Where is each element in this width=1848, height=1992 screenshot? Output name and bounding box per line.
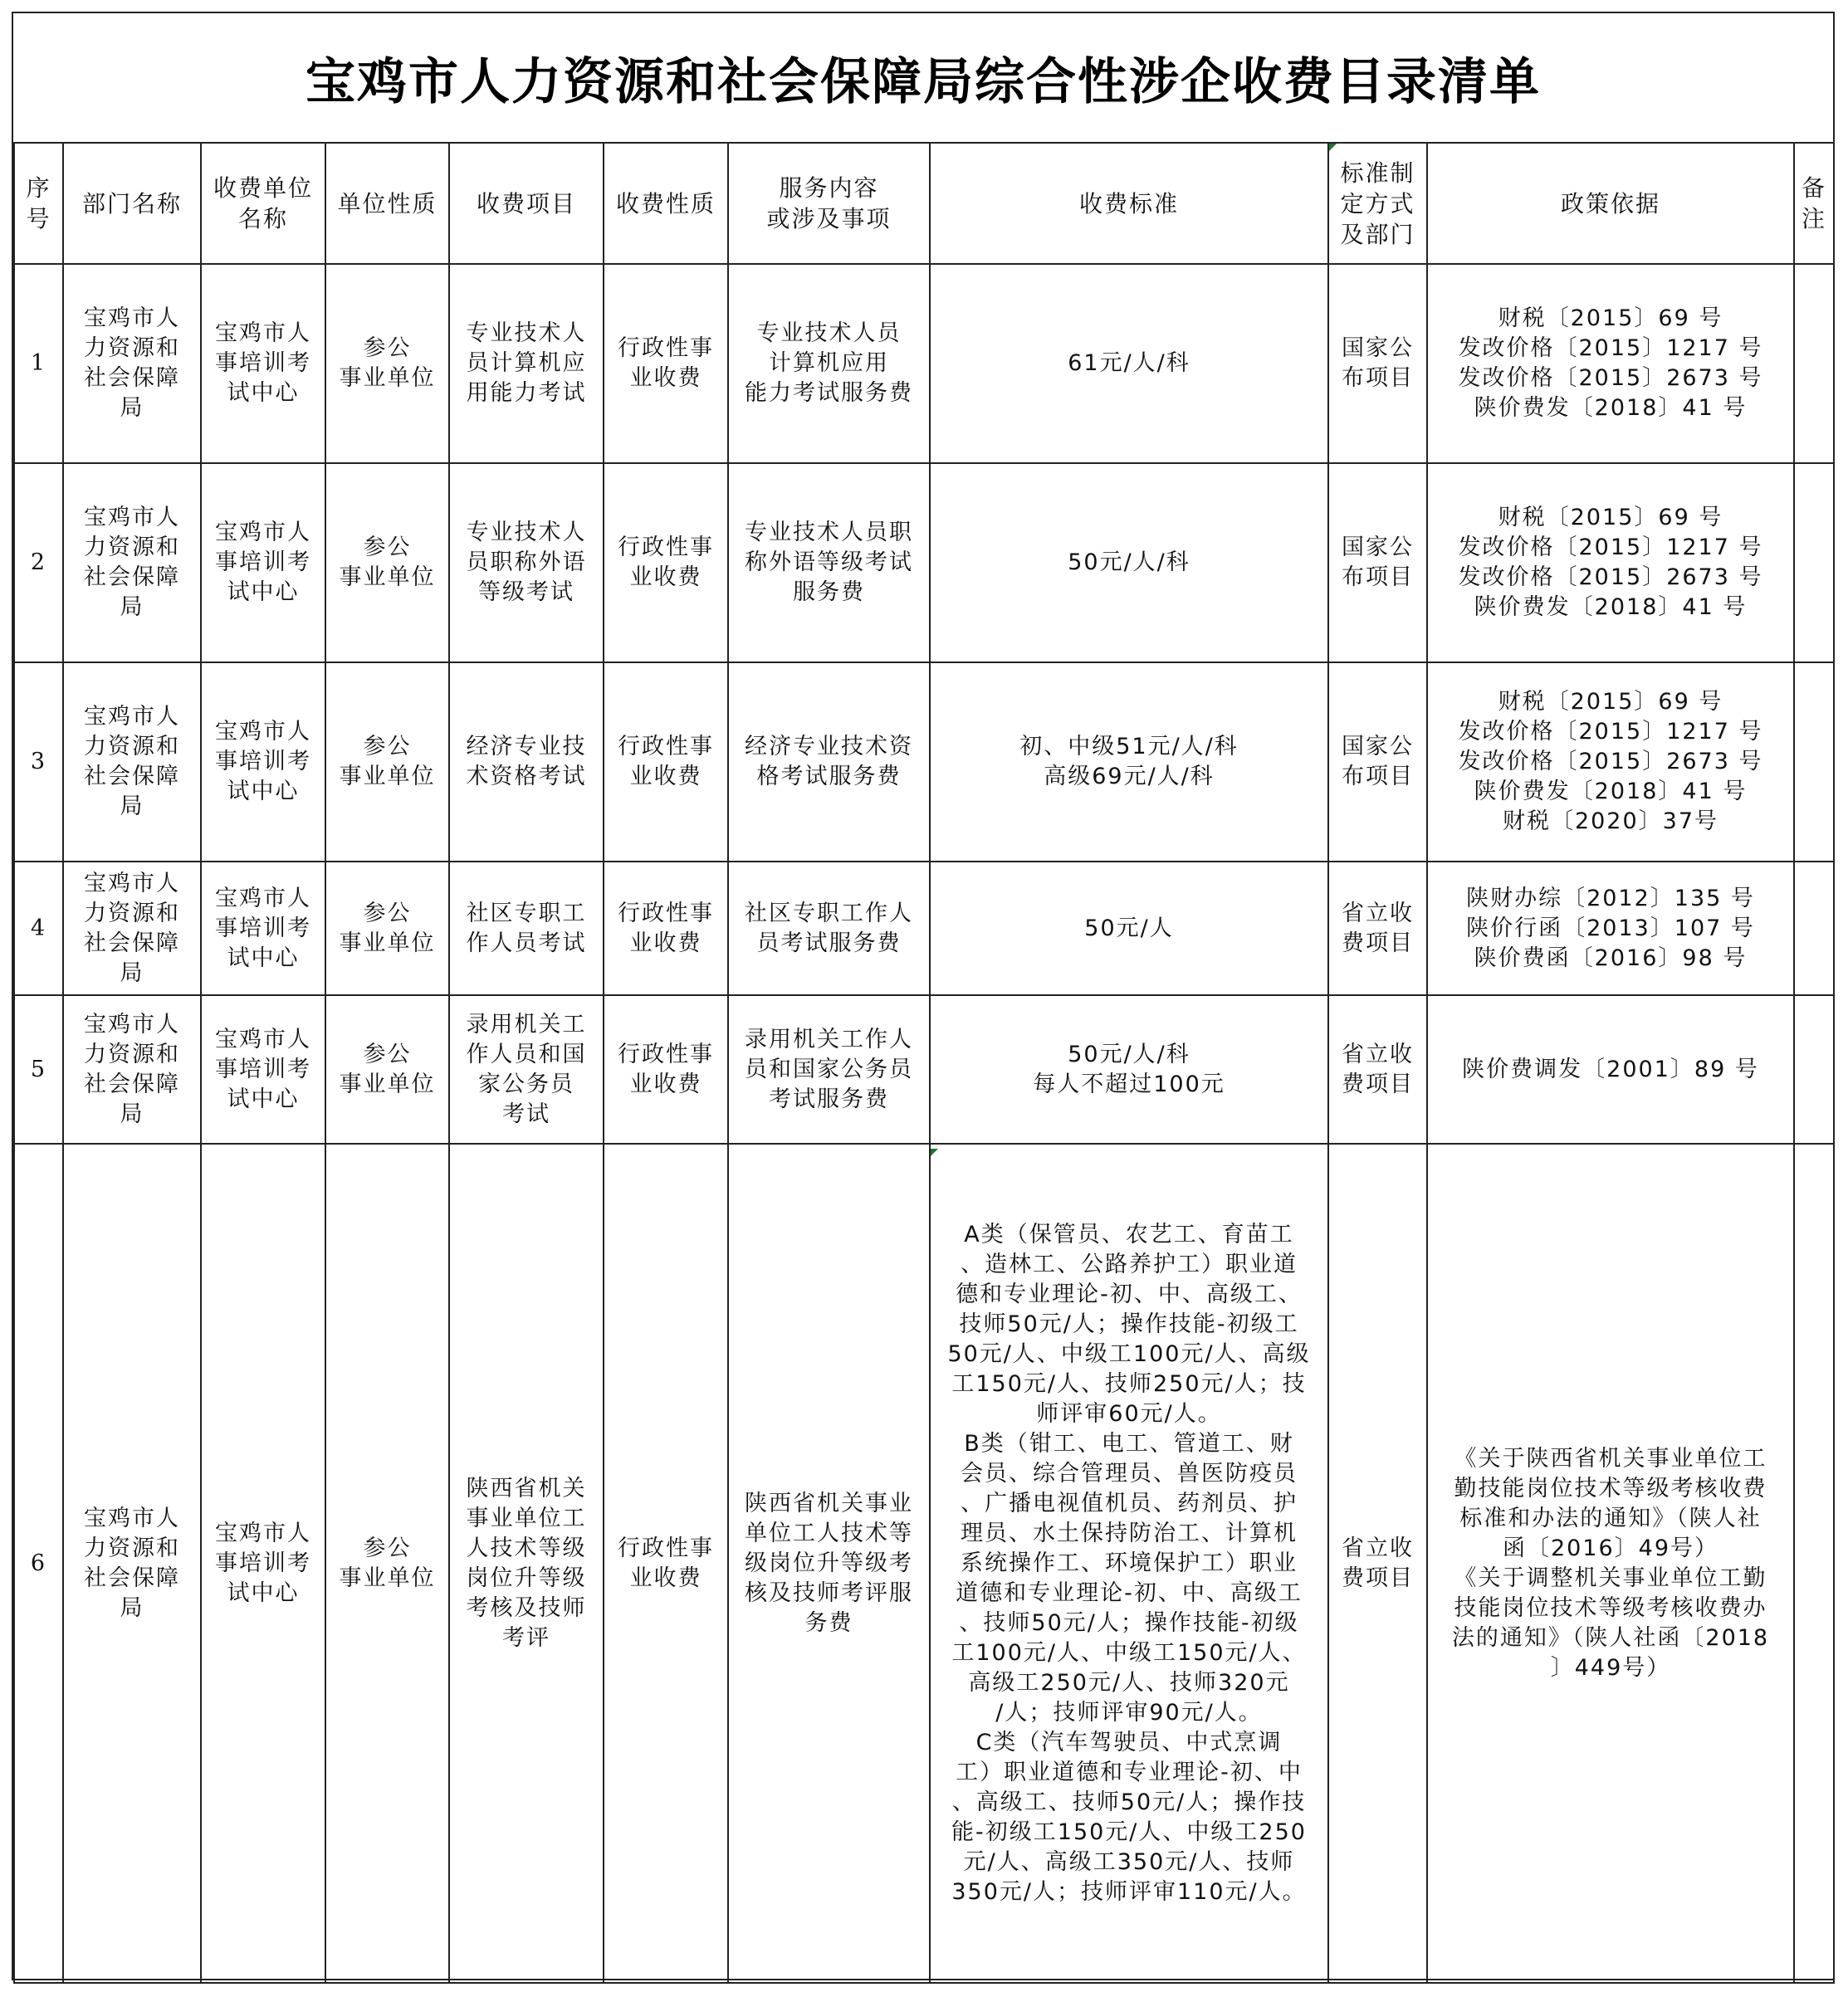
header-dept: 部门名称 [63,143,201,264]
cell-policy: 《关于陕西省机关事业单位工 勤技能岗位技术等级考核收费 标准和办法的通知》（陕人社 函〔2016〕49号） 《关于调整机关事业单位工勤 技能岗位技术等级考核收费办 法的通知》（陕人社函〔2018 〕449号） [1427,1144,1794,1983]
header-policy: 政策依据 [1427,143,1794,264]
cell-unit: 宝鸡市人 事培训考 试中心 [201,662,325,862]
cell-method: 国家公 布项目 [1328,264,1427,463]
cell-fee-nature: 行政性事 业收费 [604,1144,728,1983]
cell-unit: 宝鸡市人 事培训考 试中心 [201,1144,325,1983]
table-row [14,662,1834,862]
cell-remark [1794,1144,1834,1983]
page-title: 宝鸡市人力资源和社会保障局综合性涉企收费目录清单 [306,52,1541,111]
cell-remark [1794,862,1834,995]
cell-standard: A类（保管员、农艺工、育苗工 、造林工、公路养护工）职业道 德和专业理论-初、中、高级工、 技师50元/人；操作技能-初级工 50元/人、中级工100元/人、高级 工150元/人、技师250元/人；技 师评审60元/人。 B类（钳工、电工、管道工、财 会员、综合管理员、兽医防疫员 、广播电视值机员、药剂员、护 理员、水土保持防治工、计算机 系统操作工、环境保护工）职业 道德和专业理论-初、中、高级工 、技师50元/人；操作技能-初级 工100元/人、中级工150元/人、 高级工250元/人、技师320元 /人；技师评审90元/人。 C类（汽车驾驶员、中式烹调 工）职业道德和专业理论-初、中 、高级工、技师50元/人；操作技 能-初级工150元/人、中级工250 元/人、高级工350元/人、技师 350元/人；技师评审110元/人。 [930,1144,1328,1983]
cell-policy: 财税〔2015〕69 号 发改价格〔2015〕1217 号 发改价格〔2015〕2673 号 陕价费发〔2018〕41 号 [1427,264,1794,463]
cell-seq: 1 [14,264,63,463]
table-row [14,463,1834,662]
cell-nature: 参公 事业单位 [325,662,449,862]
cell-seq: 4 [14,862,63,995]
cell-dept: 宝鸡市人 力资源和 社会保障 局 [63,1144,201,1983]
cell-dept: 宝鸡市人 力资源和 社会保障 局 [63,264,201,463]
cell-remark [1794,264,1834,463]
header-seq: 序 号 [14,143,63,264]
cell-fee-nature: 行政性事 业收费 [604,662,728,862]
cell-service: 陕西省机关事业 单位工人技术等 级岗位升等级考 核及技师考评服 务费 [728,1144,930,1983]
cell-seq: 3 [14,662,63,862]
cell-comment-marker [931,1149,938,1156]
cell-method: 国家公 布项目 [1328,463,1427,662]
cell-method: 省立收 费项目 [1328,862,1427,995]
header-method: 标准制 定方式 及部门 [1328,143,1427,264]
header-nature: 单位性质 [325,143,449,264]
cell-fee-nature: 行政性事 业收费 [604,995,728,1144]
cell-item: 经济专业技 术资格考试 [449,662,604,862]
cell-item: 录用机关工 作人员和国 家公务员 考试 [449,995,604,1144]
cell-method: 国家公 布项目 [1328,662,1427,862]
cell-method: 省立收 费项目 [1328,1144,1427,1983]
cell-service: 录用机关工作人 员和国家公务员 考试服务费 [728,995,930,1144]
cell-standard: 50元/人/科 [930,463,1328,662]
cell-seq: 5 [14,995,63,1144]
cell-policy: 财税〔2015〕69 号 发改价格〔2015〕1217 号 发改价格〔2015〕2673 号 陕价费发〔2018〕41 号 [1427,463,1794,662]
document-page [12,12,1835,1980]
cell-fee-nature: 行政性事 业收费 [604,264,728,463]
table-row [14,995,1834,1144]
cell-policy: 财税〔2015〕69 号 发改价格〔2015〕1217 号 发改价格〔2015〕2673 号 陕价费发〔2018〕41 号 财税〔2020〕37号 [1427,662,1794,862]
cell-service: 社区专职工作人 员考试服务费 [728,862,930,995]
cell-dept: 宝鸡市人 力资源和 社会保障 局 [63,862,201,995]
cell-seq: 6 [14,1144,63,1983]
cell-unit: 宝鸡市人 事培训考 试中心 [201,264,325,463]
cell-item: 社区专职工 作人员考试 [449,862,604,995]
cell-service: 专业技术人员 计算机应用 能力考试服务费 [728,264,930,463]
cell-standard: 61元/人/科 [930,264,1328,463]
cell-remark [1794,463,1834,662]
cell-nature: 参公 事业单位 [325,862,449,995]
cell-dept: 宝鸡市人 力资源和 社会保障 局 [63,662,201,862]
cell-item: 专业技术人 员计算机应 用能力考试 [449,264,604,463]
cell-comment-marker [1329,144,1337,151]
header-standard: 收费标准 [930,143,1328,264]
cell-nature: 参公 事业单位 [325,1144,449,1983]
fee-table [13,142,1835,1984]
cell-method: 省立收 费项目 [1328,995,1427,1144]
cell-unit: 宝鸡市人 事培训考 试中心 [201,862,325,995]
cell-policy: 陕价费调发〔2001〕89 号 [1427,995,1794,1144]
table-row [14,862,1834,995]
cell-policy: 陕财办综〔2012〕135 号 陕价行函〔2013〕107 号 陕价费函〔2016〕98 号 [1427,862,1794,995]
table-row [14,264,1834,463]
cell-seq: 2 [14,463,63,662]
header-service: 服务内容 或涉及事项 [728,143,930,264]
cell-nature: 参公 事业单位 [325,995,449,1144]
cell-fee-nature: 行政性事 业收费 [604,862,728,995]
cell-nature: 参公 事业单位 [325,264,449,463]
header-fee-nature: 收费性质 [604,143,728,264]
cell-standard: 50元/人 [930,862,1328,995]
cell-dept: 宝鸡市人 力资源和 社会保障 局 [63,995,201,1144]
cell-unit: 宝鸡市人 事培训考 试中心 [201,995,325,1144]
cell-dept: 宝鸡市人 力资源和 社会保障 局 [63,463,201,662]
cell-item: 专业技术人 员职称外语 等级考试 [449,463,604,662]
header-row [14,143,1834,264]
header-unit: 收费单位 名称 [201,143,325,264]
table-row [14,1144,1834,1983]
cell-remark [1794,662,1834,862]
header-remark: 备 注 [1794,143,1834,264]
header-item: 收费项目 [449,143,604,264]
cell-standard: 初、中级51元/人/科 高级69元/人/科 [930,662,1328,862]
cell-fee-nature: 行政性事 业收费 [604,463,728,662]
cell-service: 专业技术人员职 称外语等级考试 服务费 [728,463,930,662]
cell-item: 陕西省机关 事业单位工 人技术等级 岗位升等级 考核及技师 考评 [449,1144,604,1983]
cell-unit: 宝鸡市人 事培训考 试中心 [201,463,325,662]
cell-standard: 50元/人/科 每人不超过100元 [930,995,1328,1144]
cell-service: 经济专业技术资 格考试服务费 [728,662,930,862]
cell-remark [1794,995,1834,1144]
cell-nature: 参公 事业单位 [325,463,449,662]
